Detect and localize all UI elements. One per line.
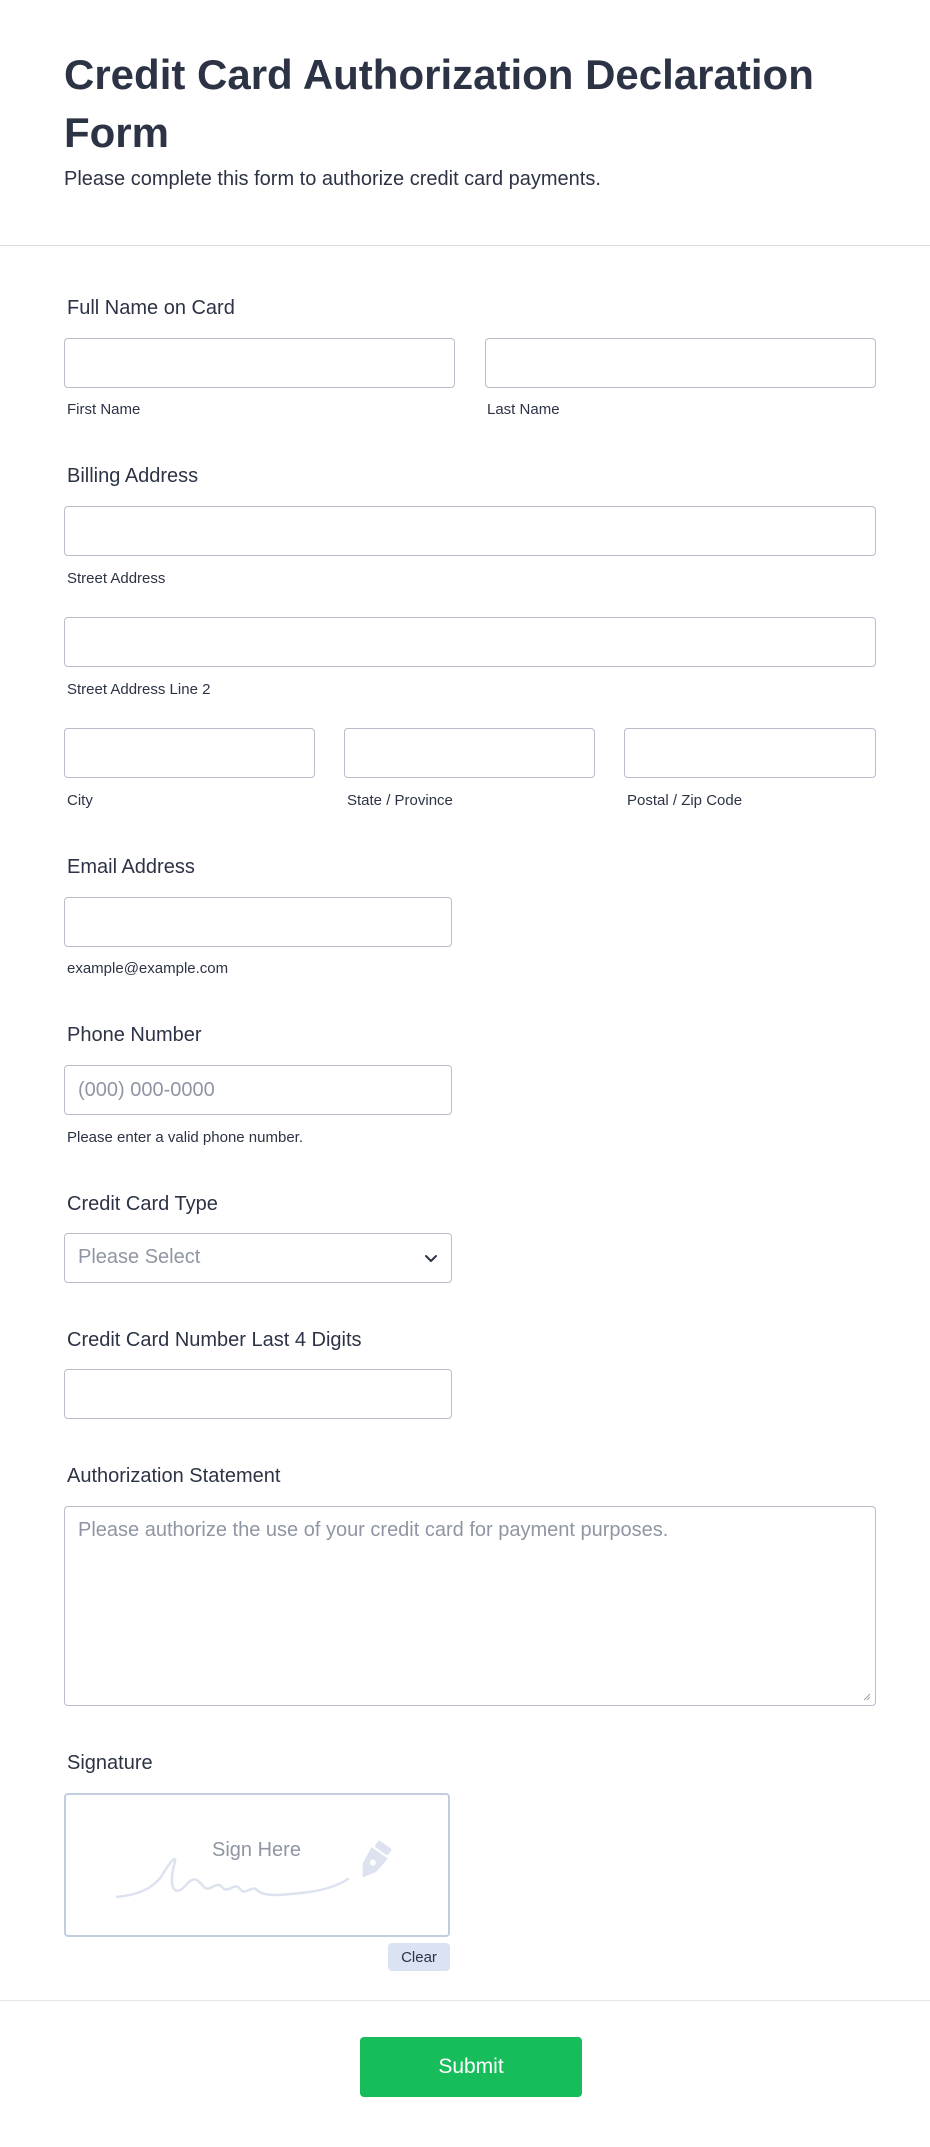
street-address-sublabel: Street Address	[67, 570, 166, 587]
full-name-label: Full Name on Card	[67, 297, 235, 319]
pen-nib-icon	[352, 1839, 396, 1883]
postal-code-input[interactable]	[624, 728, 876, 778]
phone-input[interactable]	[64, 1065, 452, 1115]
email-input[interactable]	[64, 897, 452, 947]
city-sublabel: City	[67, 792, 93, 809]
street-address-line2-sublabel: Street Address Line 2	[67, 681, 211, 698]
phone-sublabel: Please enter a valid phone number.	[67, 1129, 303, 1146]
chevron-down-icon	[421, 1248, 441, 1268]
footer-divider	[0, 2000, 930, 2001]
resize-grip-icon[interactable]	[861, 1691, 871, 1701]
page-title: Credit Card Authorization Declaration Form	[64, 51, 814, 156]
signature-pad[interactable]	[64, 1793, 450, 1937]
signature-placeholder: Sign Here	[212, 1839, 301, 1861]
card-type-label: Credit Card Type	[67, 1193, 218, 1215]
first-name-sublabel: First Name	[67, 401, 141, 418]
form-header	[0, 0, 930, 246]
email-sublabel: example@example.com	[67, 960, 229, 977]
card-digits-input[interactable]	[64, 1369, 452, 1419]
authorization-label: Authorization Statement	[67, 1465, 281, 1487]
state-province-sublabel: State / Province	[347, 792, 453, 809]
street-address-input[interactable]	[64, 506, 876, 556]
signature-label: Signature	[67, 1752, 153, 1774]
street-address-line2-input[interactable]	[64, 617, 876, 667]
card-type-select[interactable]	[64, 1233, 452, 1283]
state-province-input[interactable]	[344, 728, 595, 778]
clear-signature-button[interactable]: Clear	[388, 1943, 450, 1971]
city-input[interactable]	[64, 728, 315, 778]
submit-button[interactable]: Submit	[360, 2037, 582, 2097]
page-subtitle: Please complete this form to authorize credit card payments.	[64, 168, 601, 190]
authorization-textarea[interactable]	[64, 1506, 876, 1706]
card-digits-label: Credit Card Number Last 4 Digits	[67, 1329, 362, 1351]
last-name-sublabel: Last Name	[487, 401, 560, 418]
email-label: Email Address	[67, 856, 195, 878]
phone-label: Phone Number	[67, 1024, 202, 1046]
billing-address-label: Billing Address	[67, 465, 199, 487]
first-name-input[interactable]	[64, 338, 455, 388]
postal-code-sublabel: Postal / Zip Code	[627, 792, 743, 809]
card-type-selected-value: Please Select	[78, 1246, 201, 1268]
last-name-input[interactable]	[485, 338, 876, 388]
